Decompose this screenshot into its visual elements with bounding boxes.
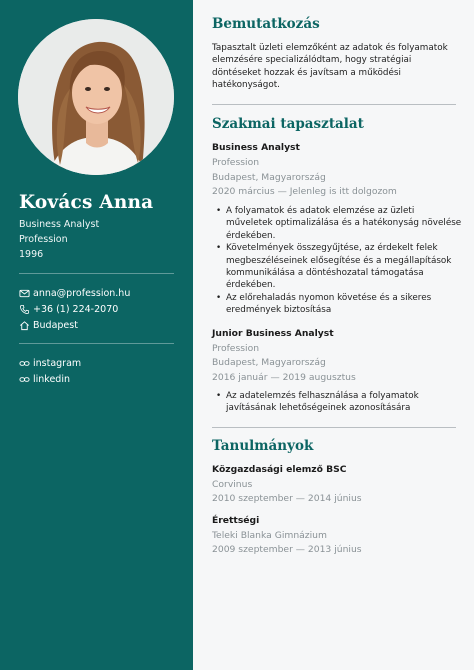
home-icon bbox=[19, 320, 30, 331]
education-period: 2010 szeptember — 2014 június bbox=[212, 493, 362, 504]
section-divider bbox=[212, 427, 456, 428]
job-company: Profession bbox=[212, 157, 260, 168]
sidebar bbox=[0, 0, 193, 670]
job-period: 2020 március — Jelenleg is itt dolgozom bbox=[212, 186, 397, 197]
link-linkedin-text[interactable]: linkedin bbox=[33, 374, 70, 385]
profile-name: Kovács Anna bbox=[19, 192, 154, 213]
profile-subtitle: Profession bbox=[19, 234, 68, 245]
link-instagram[interactable] bbox=[19, 358, 81, 369]
education-period: 2009 szeptember — 2013 június bbox=[212, 544, 362, 555]
bullet-item: • Követelmények összegyűjtése, az érdekelt felek megbeszéléseinek elősegítése és a megállapítások kommunikálása a döntéshozatal támogatása érdekében. bbox=[226, 242, 462, 292]
section-divider bbox=[212, 104, 456, 105]
profile-photo bbox=[18, 19, 174, 175]
profile-year: 1996 bbox=[19, 249, 44, 260]
link-instagram-text[interactable]: instagram bbox=[33, 358, 82, 369]
bullet-item: • Az adatelemzés felhasználása a folyamatok javításának lehetőségeinek azonosítására bbox=[226, 390, 462, 415]
job-bullets bbox=[212, 205, 462, 317]
contact-email-text[interactable]: anna@profession.hu bbox=[33, 288, 131, 299]
job-location: Budapest, Magyarország bbox=[212, 172, 326, 183]
sidebar-divider bbox=[19, 343, 174, 344]
profile-title: Business Analyst bbox=[19, 219, 100, 230]
education-title: Közgazdasági elemző BSC bbox=[212, 464, 347, 475]
contact-email[interactable] bbox=[19, 288, 130, 299]
contact-phone-text[interactable]: +36 (1) 224-2070 bbox=[33, 304, 119, 315]
job-period: 2016 január — 2019 augusztus bbox=[212, 372, 356, 383]
link-linkedin[interactable] bbox=[19, 374, 70, 385]
summary-text: Tapasztalt üzleti elemzőként az adatok és folyamatok elemzésére specializálódtam, hogy stratégiai döntéseket hozzak és javítsam a működési hatékonyságot. bbox=[212, 43, 448, 90]
link-icon bbox=[19, 374, 30, 385]
contact-phone[interactable] bbox=[19, 304, 118, 315]
profile-photo-image bbox=[18, 19, 174, 175]
job-company: Profession bbox=[212, 343, 260, 354]
link-icon bbox=[19, 358, 30, 369]
education-school: Teleki Blanka Gimnázium bbox=[212, 530, 327, 541]
contact-city bbox=[19, 320, 78, 331]
contact-city-text: Budapest bbox=[33, 320, 78, 331]
experience-heading: Szakmai tapasztalat bbox=[212, 116, 364, 132]
sidebar-divider bbox=[19, 273, 174, 274]
education-school: Corvinus bbox=[212, 479, 253, 490]
job-location: Budapest, Magyarország bbox=[212, 357, 326, 368]
job-bullets bbox=[212, 390, 462, 415]
envelope-icon bbox=[19, 288, 30, 299]
education-title: Érettségi bbox=[212, 515, 260, 526]
summary-heading: Bemutatkozás bbox=[212, 16, 320, 32]
phone-icon bbox=[19, 304, 30, 315]
bullet-item: • Az előrehaladás nyomon követése és a sikeres eredmények biztosítása bbox=[226, 292, 462, 317]
education-heading: Tanulmányok bbox=[212, 438, 314, 454]
job-title: Business Analyst bbox=[212, 142, 300, 153]
bullet-item: • A folyamatok és adatok elemzése az üzleti műveletek optimalizálása és a hatékonyság növelése érdekében. bbox=[226, 205, 462, 242]
job-title: Junior Business Analyst bbox=[212, 328, 334, 339]
